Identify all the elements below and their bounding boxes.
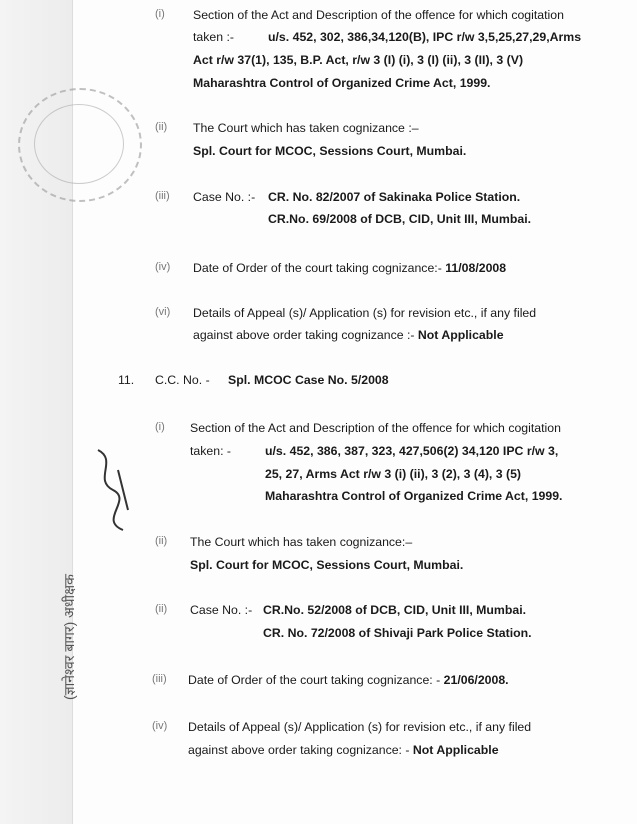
roman-ii: (ii)	[155, 121, 168, 133]
section-line: Maharashtra Control of Organized Crime Act, 1999.	[193, 76, 491, 90]
official-seal-inner	[34, 104, 124, 184]
order-date-label	[193, 261, 506, 275]
order-date-label	[188, 673, 509, 687]
order-date-value: 21/06/2008.	[443, 673, 509, 687]
case-value: CR. No. 72/2008 of Shivaji Park Police Station.	[263, 626, 532, 640]
roman-i: (i)	[155, 421, 165, 433]
roman-vi: (vi)	[155, 306, 171, 318]
cc-value: Spl. MCOC Case No. 5/2008	[228, 373, 389, 387]
appeal-value: Not Applicable	[412, 743, 499, 757]
appeal-line	[193, 328, 504, 342]
court-value: Spl. Court for MCOC, Sessions Court, Mumbai.	[193, 144, 467, 158]
roman-ii: (ii)	[155, 535, 168, 547]
court-label: The Court which has taken cognizance:–	[190, 535, 413, 549]
court-label: The Court which has taken cognizance :–	[193, 121, 419, 135]
order-date-text: Date of Order of the court taking cognizance: -	[188, 673, 441, 687]
section-heading: Section of the Act and Description of the offence for which cogitation	[190, 421, 561, 435]
signature	[88, 440, 138, 540]
appeal-text: against above order taking cognizance: -	[188, 743, 410, 757]
case-value: CR.No. 52/2008 of DCB, CID, Unit III, Mumbai.	[263, 603, 527, 617]
appeal-line	[188, 743, 499, 757]
taken-label: taken :-	[193, 30, 235, 44]
order-date-value: 11/08/2008	[445, 261, 507, 275]
appeal-value: Not Applicable	[417, 328, 504, 342]
case-value: CR. No. 82/2007 of Sakinaka Police Station.	[268, 190, 521, 204]
case-label: Case No. :-	[193, 190, 256, 204]
cc-label: C.C. No. -	[155, 373, 210, 387]
roman-iv: (iv)	[155, 261, 171, 273]
appeal-text: against above order taking cognizance :-	[193, 328, 415, 342]
taken-label: taken: -	[190, 444, 232, 458]
court-value: Spl. Court for MCOC, Sessions Court, Mumbai.	[190, 558, 464, 572]
roman-iii: (iii)	[152, 673, 167, 685]
section-line: Act r/w 37(1), 135, B.P. Act, r/w 3 (I) (i), 3 (I) (ii), 3 (II), 3 (V)	[193, 53, 524, 67]
case-label: Case No. :-	[190, 603, 253, 617]
appeal-label: Details of Appeal (s)/ Application (s) for revision etc., if any filed	[188, 720, 532, 734]
roman-i: (i)	[155, 8, 165, 20]
section-line: u/s. 452, 302, 386,34,120(B), IPC r/w 3,5,25,27,29,Arms	[268, 30, 582, 44]
section-line: u/s. 452, 386, 387, 323, 427,506(2) 34,120 IPC r/w 3,	[265, 444, 559, 458]
appeal-label: Details of Appeal (s)/ Application (s) for revision etc., if any filed	[193, 306, 537, 320]
case-value: CR.No. 69/2008 of DCB, CID, Unit III, Mumbai.	[268, 212, 532, 226]
order-date-text: Date of Order of the court taking cognizance:-	[193, 261, 442, 275]
section-line: 25, 27, Arms Act r/w 3 (i) (ii), 3 (2), 3 (4), 3 (5)	[265, 467, 522, 481]
superintendent-stamp: (ज्ञानेश्वर बागर) अधीक्षक	[61, 574, 77, 700]
section-heading: Section of the Act and Description of the offence for which cogitation	[193, 8, 564, 22]
roman-iii: (iii)	[155, 190, 170, 202]
item-number: 11.	[118, 373, 135, 387]
section-line: Maharashtra Control of Organized Crime Act, 1999.	[265, 489, 563, 503]
roman-iv: (iv)	[152, 720, 168, 732]
roman-iii: (ii)	[155, 603, 168, 615]
